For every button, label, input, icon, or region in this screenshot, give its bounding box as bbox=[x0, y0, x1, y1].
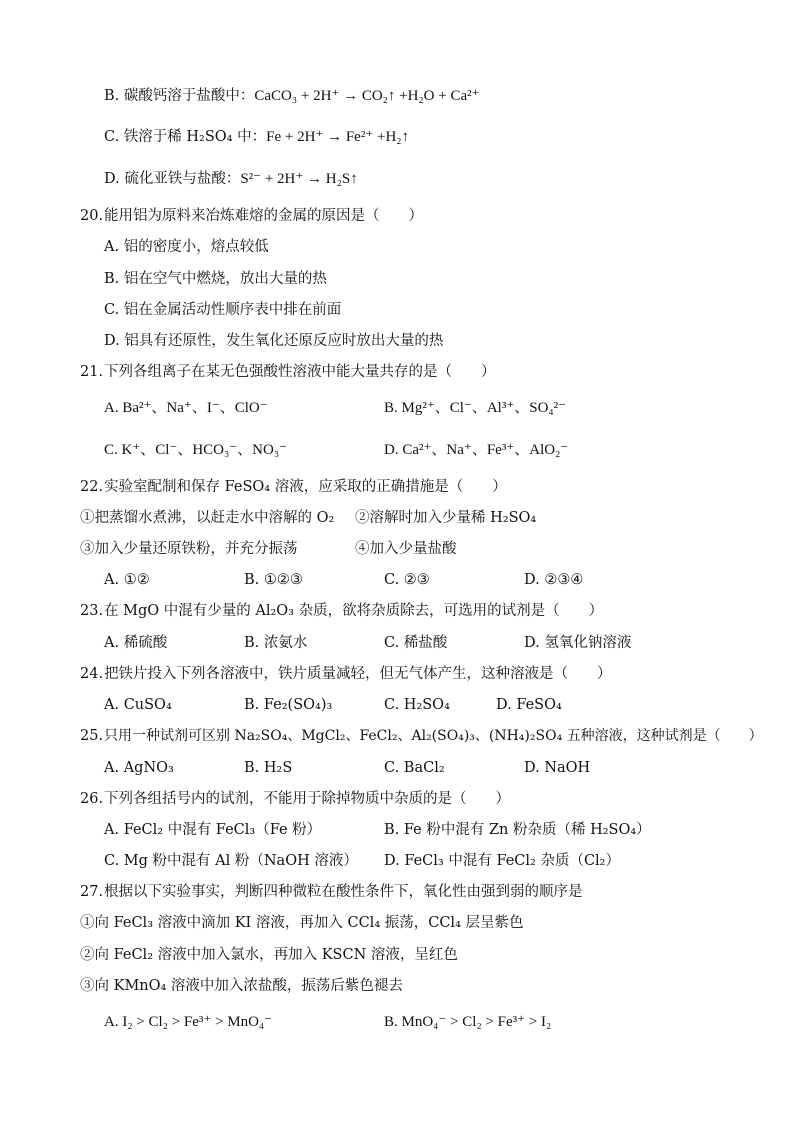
q27-option-b: B. MnO₄⁻ > Cl₂ > Fe³⁺ > I₂ bbox=[384, 1014, 552, 1030]
q19-option-c-label: C. 铁溶于稀 H₂SO₄ 中： bbox=[104, 129, 267, 145]
q25-text: 只用一种试剂可区别 Na₂SO₄、MgCl₂、FeCl₂、Al₂(SO₄)₃、(NH₄)₂SO₄ 五种溶液，这种试剂是（ ） bbox=[104, 728, 763, 744]
q20-option-c: C. 铝在金属活动性顺序表中排在前面 bbox=[104, 302, 342, 318]
q19-option-d-formula: S²⁻ + 2H⁺ → H₂S↑ bbox=[240, 171, 358, 187]
q27-fact-3: ③向 KMnO₄ 溶液中加入浓盐酸，振荡后紫色褪去 bbox=[80, 978, 403, 994]
q24-text: 把铁片投入下列各溶液中，铁片质量减轻，但无气体产生，这种溶液是（ ） bbox=[104, 666, 612, 682]
q26-option-d: D. FeCl₃ 中混有 FeCl₂ 杂质（Cl₂） bbox=[384, 853, 620, 869]
q25-option-b: B. H₂S bbox=[244, 760, 293, 776]
q24-option-c: C. H₂SO₄ bbox=[384, 697, 450, 713]
q23-option-c: C. 稀盐酸 bbox=[384, 635, 448, 651]
q20-option-b: B. 铝在空气中燃烧，放出大量的热 bbox=[104, 271, 327, 287]
q19-option-b-label: B. 碳酸钙溶于盐酸中： bbox=[104, 88, 255, 104]
q22-option-c: C. ②③ bbox=[384, 572, 430, 588]
q27-option-a: A. I₂ > Cl₂ > Fe³⁺ > MnO₄⁻ bbox=[104, 1014, 273, 1030]
q27-number: 27. bbox=[80, 884, 104, 900]
q23-text: 在 MgO 中混有少量的 Al₂O₃ 杂质，欲将杂质除去，可选用的试剂是（ ） bbox=[104, 603, 604, 619]
q20-option-d: D. 铝具有还原性，发生氧化还原反应时放出大量的热 bbox=[104, 333, 444, 349]
q19-option-c-formula: Fe + 2H⁺ → Fe²⁺ +H₂↑ bbox=[266, 129, 410, 145]
q23-option-a: A. 稀硫酸 bbox=[104, 635, 168, 651]
q22-text: 实验室配制和保存 FeSO₄ 溶液，应采取的正确措施是（ ） bbox=[104, 479, 507, 495]
q26-option-a: A. FeCl₂ 中混有 FeCl₃（Fe 粉） bbox=[104, 822, 322, 838]
q23-option-b: B. 浓氨水 bbox=[244, 635, 308, 651]
q21-text: 下列各组离子在某无色强酸性溶液中能大量共存的是（ ） bbox=[104, 364, 496, 380]
q23-option-d: D. 氢氧化钠溶液 bbox=[524, 635, 632, 651]
q19-option-b bbox=[104, 86, 480, 106]
q27-text: 根据以下实验事实，判断四种微粒在酸性条件下，氧化性由强到弱的顺序是 bbox=[104, 884, 583, 900]
q26-text: 下列各组括号内的试剂，不能用于除掉物质中杂质的是（ ） bbox=[104, 791, 510, 807]
q26-option-b: B. Fe 粉中混有 Zn 粉杂质（稀 H₂SO₄） bbox=[384, 822, 651, 838]
q24-option-a: A. CuSO₄ bbox=[104, 697, 172, 713]
q20-option-a: A. 铝的密度小，熔点较低 bbox=[104, 239, 269, 255]
q26-option-c: C. Mg 粉中混有 Al 粉（NaOH 溶液） bbox=[104, 853, 358, 869]
q21-number: 21. bbox=[80, 364, 104, 380]
q25-number: 25. bbox=[80, 728, 104, 744]
q22-option-b: B. ①②③ bbox=[244, 572, 303, 588]
q21-option-d: D. Ca²⁺、Na⁺、Fe³⁺、AlO₂⁻ bbox=[384, 442, 569, 458]
q23-number: 23. bbox=[80, 603, 104, 619]
q19-option-d-label: D. 硫化亚铁与盐酸： bbox=[104, 171, 241, 187]
q22-measure-4: ④加入少量盐酸 bbox=[355, 541, 457, 557]
q22-measure-2: ②溶解时加入少量稀 H₂SO₄ bbox=[355, 510, 537, 526]
q22-option-d: D. ②③④ bbox=[524, 572, 584, 588]
q22-option-a: A. ①② bbox=[104, 572, 150, 588]
q20-number: 20. bbox=[80, 208, 104, 224]
q24-option-b: B. Fe₂(SO₄)₃ bbox=[244, 697, 333, 713]
q24-number: 24. bbox=[80, 666, 104, 682]
q21-option-b: B. Mg²⁺、Cl⁻、Al³⁺、SO₄²⁻ bbox=[384, 400, 567, 416]
q22-number: 22. bbox=[80, 479, 104, 495]
q21-option-a: A. Ba²⁺、Na⁺、I⁻、ClO⁻ bbox=[104, 400, 268, 416]
q27-fact-2: ②向 FeCl₂ 溶液中加入氯水，再加入 KSCN 溶液，呈红色 bbox=[80, 947, 458, 963]
q20-text: 能用铝为原料来冶炼难熔的金属的原因是（ ） bbox=[104, 208, 423, 224]
q24-option-d: D. FeSO₄ bbox=[496, 697, 562, 713]
q19-option-b-formula: CaCO₃ + 2H⁺ → CO₂↑ +H₂O + Ca²⁺ bbox=[254, 88, 480, 104]
q22-measure-3: ③加入少量还原铁粉，并充分振荡 bbox=[80, 541, 298, 557]
q26-number: 26. bbox=[80, 791, 104, 807]
q21-option-c: C. K⁺、Cl⁻、HCO₃⁻、NO₃⁻ bbox=[104, 442, 287, 458]
q22-measure-1: ①把蒸馏水煮沸，以赶走水中溶解的 O₂ bbox=[80, 510, 335, 526]
q25-option-c: C. BaCl₂ bbox=[384, 760, 445, 776]
q25-option-a: A. AgNO₃ bbox=[104, 760, 174, 776]
q19-option-c bbox=[104, 127, 409, 147]
q27-fact-1: ①向 FeCl₃ 溶液中滴加 KI 溶液，再加入 CCl₄ 振荡，CCl₄ 层呈紫色 bbox=[80, 915, 524, 931]
q25-option-d: D. NaOH bbox=[524, 760, 591, 776]
q19-option-d bbox=[104, 169, 358, 189]
